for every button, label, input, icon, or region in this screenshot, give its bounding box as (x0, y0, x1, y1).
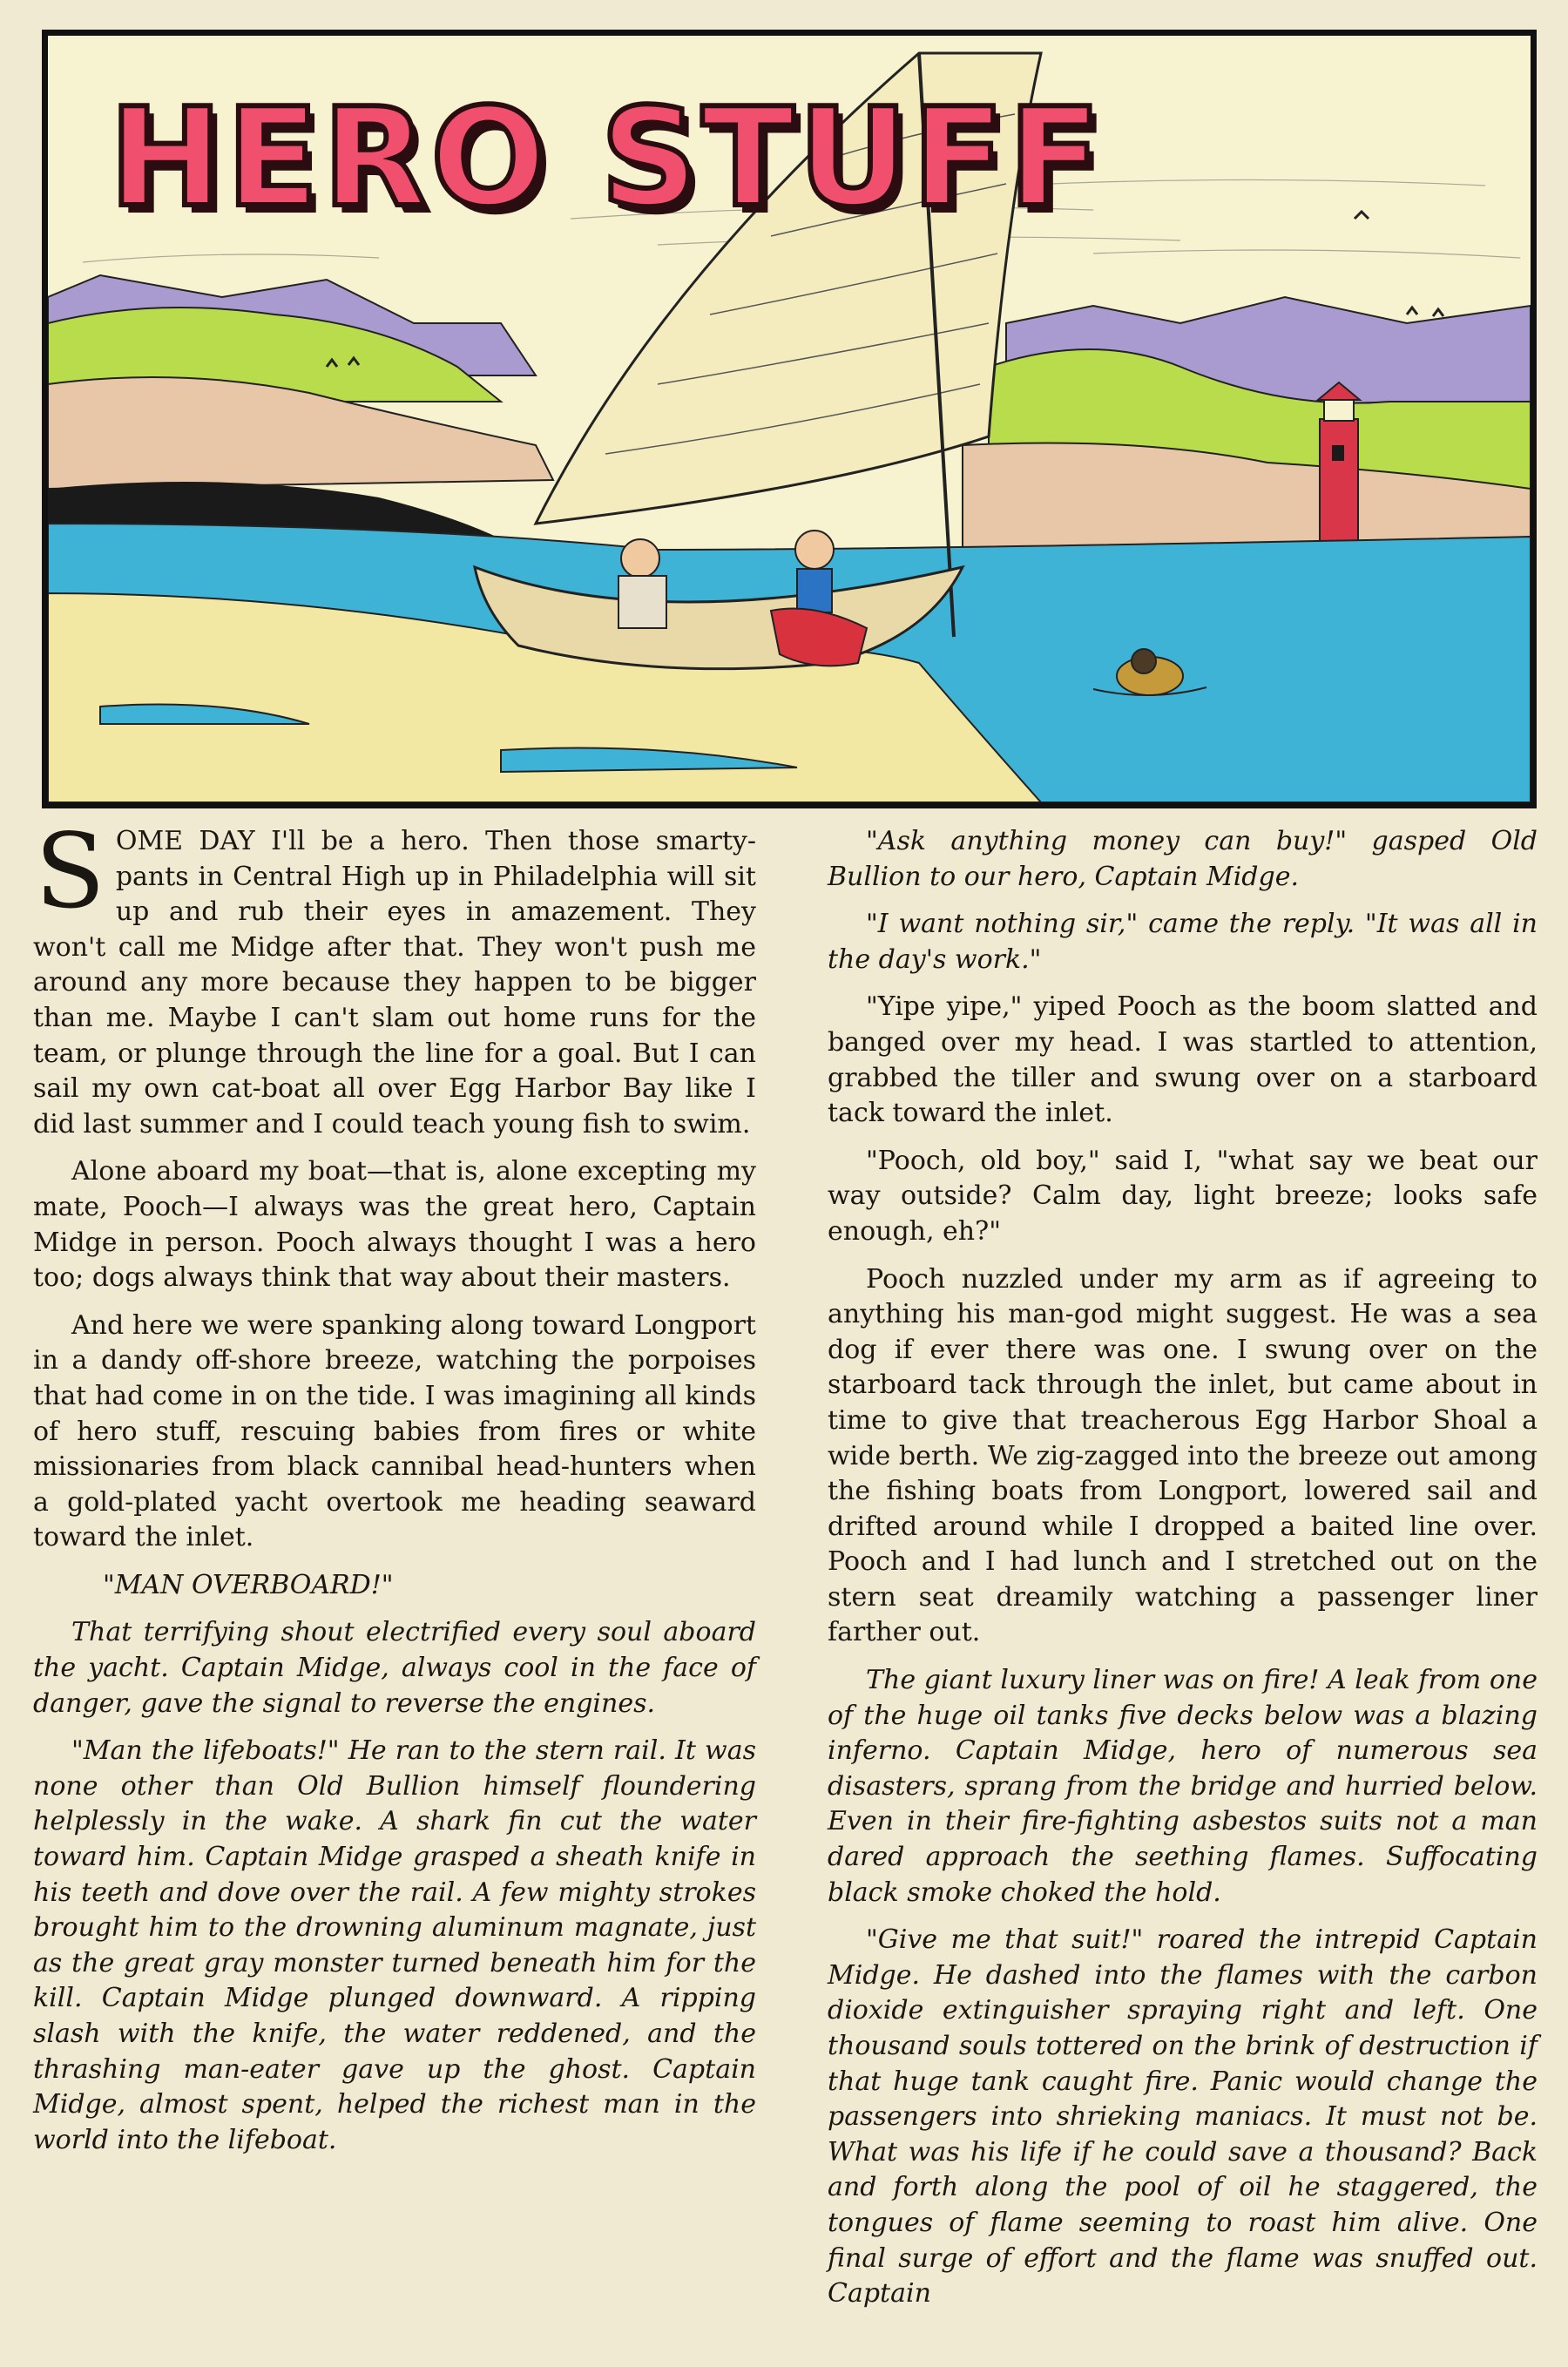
text-column-right (828, 824, 1538, 2324)
paragraph-shout: "MAN OVERBOARD!" (103, 1569, 394, 1600)
paragraph: "Pooch, old boy," said I, "what say we beat our way outside? Calm day, light breeze; looks safe enough, eh?" (828, 1145, 1538, 1247)
opening-paragraph (33, 811, 756, 1142)
illustration-panel (42, 30, 1537, 808)
text-column-left (33, 811, 756, 2170)
paragraph: That terrifying shout electrified every soul aboard the yacht. Captain Midge, always cool in the face of danger, gave the signal to reverse the engines. (33, 1617, 756, 1719)
drop-cap: S (35, 811, 105, 931)
story-title: HERO STUFF (109, 78, 1105, 237)
paragraph: "Give me that suit!" roared the intrepid Captain Midge. He dashed into the flames with the carbon dioxide extinguisher spraying right and left. One thousand souls tottered on the brink of destruction if that huge tank caught fire. Panic would change the passengers into shrieking maniacs. It must not be. What was his life if he could save a thousand? Back and forth along the pool of oil he staggered, the tongues of flame seeming to roast him alive. One final surge of effort and the flame was snuffed out. Captain (828, 1924, 1538, 2310)
paragraph: The giant luxury liner was on fire! A leak from one of the huge oil tanks five decks below was a blazing inferno. Captain Midge, hero of numerous sea disasters, sprang from the bridge and hurried below. Even in their fire-fighting asbestos suits not a man dared approach the seething flames. Suffocating black smoke choked the hold. (828, 1665, 1538, 1908)
opening-text: OME DAY I'll be a hero. Then those smarty-pants in Central High up in Philadelphia will sit up and rub their eyes in amazement. They won't call me Midge after that. They won't push me around any more because they happen to be bigger than me. Maybe I can't slam out home runs for the team, or plunge through the line for a goal. But I can sail my own cat-boat all over Egg Harbor Bay like I did last summer and I could teach young fish to swim. (33, 826, 756, 1140)
paragraph: "Yipe yipe," yiped Pooch as the boom slatted and banged over my head. I was startled to attention, grabbed the tiller and swung over on a starboard tack toward the inlet. (828, 991, 1538, 1129)
paragraph: And here we were spanking along toward Longport in a dandy off-shore breeze, watching the porpoises that had come in on the tide. I was imagining all kinds of hero stuff, rescuing babies from fires or white missionaries from black cannibal head-hunters when a gold-plated yacht overtook me heading seaward toward the inlet. (33, 1309, 756, 1553)
paragraph: Alone aboard my boat—that is, alone excepting my mate, Pooch—I always was the great hero, Captain Midge in person. Pooch always thought I was a hero too; dogs always think that way about their masters. (33, 1156, 756, 1294)
lighthouse (1318, 382, 1360, 550)
paragraph: "Man the lifeboats!" He ran to the stern rail. It was none other than Old Bullion himself floundering helplessly in the wake. A shark fin cut the water toward him. Captain Midge grasped a sheath knife in his teeth and dove over the rail. A few mighty strokes brought him to the drowning aluminum magnate, just as the great gray monster turned beneath him for the kill. Captain Midge plunged downward. A ripping slash with the knife, the water reddened, and the thrashing man-eater gave up the ghost. Captain Midge, almost spent, helped the richest man in the world into the lifeboat. (33, 1735, 756, 2155)
paragraph: "I want nothing sir," came the reply. "It was all in the day's work." (828, 909, 1538, 975)
paragraph: Pooch nuzzled under my arm as if agreeing to anything his man-god might suggest. He was a sea dog if ever there was one. I swung over on the starboard tack through the inlet, but came about in time to give that treacherous Egg Harbor Shoal a wide berth. We zig-zagged into the breeze out among the fishing boats from Longport, lowered sail and drifted around while I dropped a baited line over. Pooch and I had lunch and I stretched out on the stern seat dreamily watching a passenger liner farther out. (828, 1263, 1538, 1648)
paragraph: "Ask anything money can buy!" gasped Old Bullion to our hero, Captain Midge. (828, 826, 1538, 892)
